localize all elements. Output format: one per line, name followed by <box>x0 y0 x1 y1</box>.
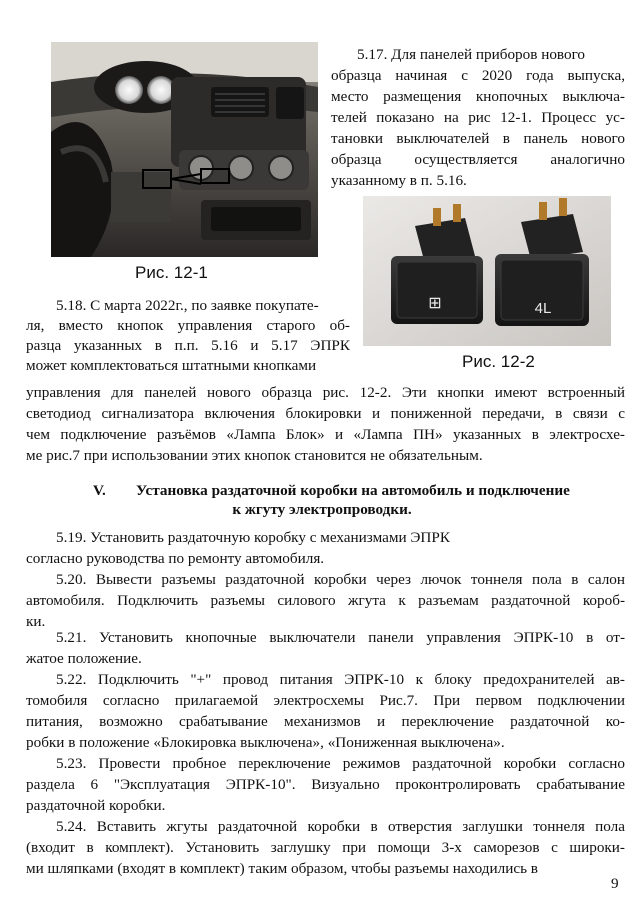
p518-line-1: 5.18. С марта 2022г., по заявке покупате- <box>56 297 319 314</box>
p524-line-2: (входит в комплект). Установить заглушку при помощи 3-х саморезов с широки- <box>26 839 625 856</box>
p522-line-3: питания, возможно срабатывание механизмов и переключение раздаточной ко- <box>26 713 625 730</box>
p520-line-2: автомобиля. Подключить разъемы силового жгута к разъемам раздаточной короб- <box>26 592 625 609</box>
section-title-line-1: Установка раздаточной коробки на автомобиль и подключение <box>136 482 570 499</box>
p518-line-6: светодиод сигнализатора включения блокировки и пониженной передачи, в связи с <box>26 405 625 422</box>
p518-line-7: чем подключение разъёмов «Лампа Блок» и «Лампа ПН» указанных в электросхе- <box>26 426 625 443</box>
p522-line-1: 5.22. Подключить "+" провод питания ЭПРК-10 к блоку предохранителей ав- <box>56 671 625 688</box>
button-lock-icon: ⊞ <box>428 293 442 312</box>
p523-line-2: раздела 6 "Эксплуатация ЭПРК-10". Визуально проконтролировать срабатывание <box>26 776 625 793</box>
p519-line-2: согласно руководства по ремонту автомобиля. <box>26 550 325 567</box>
p517-line-2: образца начиная с 2020 года выпуска, <box>331 67 625 84</box>
figure-12-1-caption: Рис. 12-1 <box>135 263 208 282</box>
section-title-line-2: к жгуту электропроводки. <box>232 501 412 518</box>
p517-line-3: место размещения кнопочных выключа- <box>331 88 625 105</box>
section-number: V. <box>93 482 106 499</box>
p518-line-3: разца указанных в п.п. 5.16 и 5.17 ЭПРК <box>26 337 350 354</box>
p517-line-5: тановки выключателей в панель нового <box>331 130 625 147</box>
p521-line-2: жатое положение. <box>26 650 142 667</box>
p524-line-3: ми шляпками (входят в комплект) таким образом, чтобы разъемы находились в <box>26 860 538 877</box>
figure-12-1-photo <box>51 42 318 257</box>
p518-line-2: ля, вместо кнопок управления старого об- <box>26 317 350 334</box>
p522-line-2: томобиля согласно прилагаемой электросхемы Рис.7. При первом подключении <box>26 692 625 709</box>
p517-line-4: телей показано на рис 12-1. Процесс ус- <box>331 109 625 126</box>
p518-line-8: ме рис.7 при использовании этих кнопок становится не обязательным. <box>26 447 483 464</box>
p523-line-1: 5.23. Провести пробное переключение режимов раздаточной коробки согласно <box>56 755 625 772</box>
p519-line-1: 5.19. Установить раздаточную коробку с механизмами ЭПРК <box>56 529 450 546</box>
figure-12-2-caption: Рис. 12-2 <box>462 352 535 371</box>
p524-line-1: 5.24. Вставить жгуты раздаточной коробки в отверстия заглушки тоннеля пола <box>56 818 625 835</box>
figure-12-2-photo <box>363 196 611 346</box>
p517-line-1: 5.17. Для панелей приборов нового <box>357 46 586 63</box>
p522-line-4: робки в положение «Блокировка выключена», «Пониженная выключена». <box>26 734 505 751</box>
p521-line-1: 5.21. Установить кнопочные выключатели панели управления ЭПРК-10 в от- <box>56 629 625 646</box>
p518-line-4: может комплектоваться штатными кнопками <box>26 357 317 374</box>
p520-line-3: ки. <box>26 613 46 630</box>
page-number: 9 <box>611 875 619 892</box>
p520-line-1: 5.20. Вывести разъемы раздаточной коробки через лючок тоннеля пола в салон <box>56 571 625 588</box>
button-4l-label: 4L <box>534 300 552 317</box>
p518-line-5: управления для панелей нового образца рис. 12-2. Эти кнопки имеют встроенный <box>26 384 625 401</box>
p517-line-6: образца осуществляется аналогично <box>331 151 625 168</box>
p517-line-7: указанному в п. 5.16. <box>331 172 467 189</box>
p523-line-3: раздаточной коробки. <box>26 797 166 814</box>
